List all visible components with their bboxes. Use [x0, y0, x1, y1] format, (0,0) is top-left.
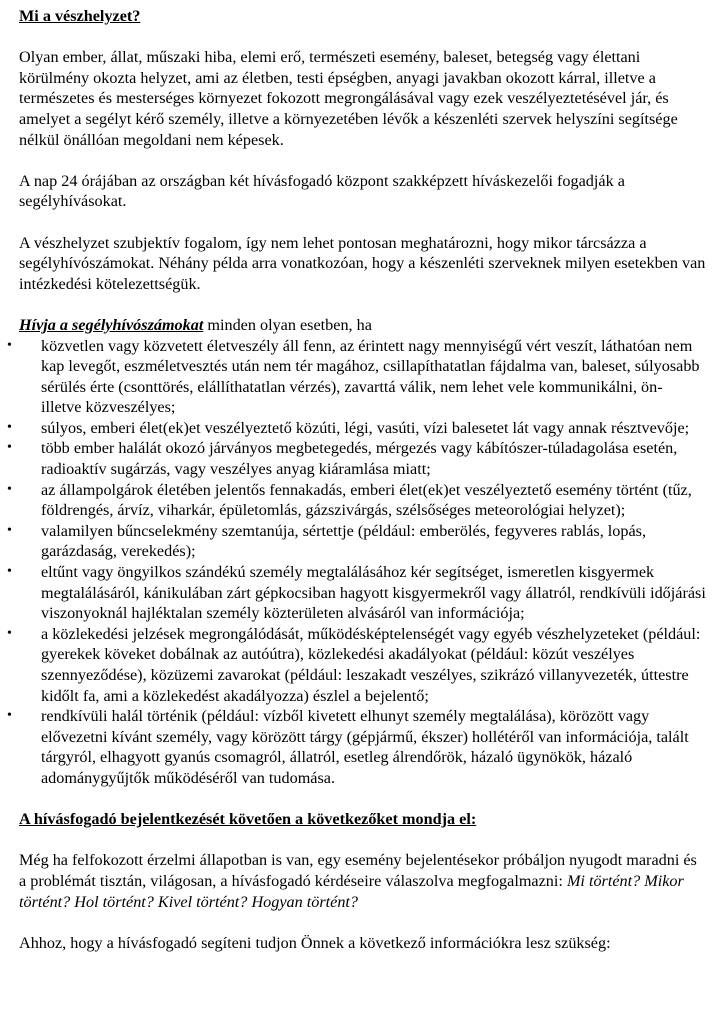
call-when-rest: minden olyan esetben, ha: [203, 315, 372, 334]
list-item: [7, 438, 707, 479]
list-item: [7, 480, 707, 521]
heading-what-is-emergency: Mi a vészhelyzet?: [19, 7, 141, 25]
bullet-icon: •: [7, 337, 12, 353]
key-questions: Mi történt? Mikor történt? Hol történt? Kivel történt? Hogyan történt?: [19, 871, 684, 911]
bullet-icon: •: [7, 522, 12, 538]
list-item-text: több ember halálát okozó járványos megbetegedés, mérgezés vagy kábítószer-túladagolása esetén, radioaktív sugárzás, vagy veszélyes anyag kiáramlása miatt;: [41, 439, 678, 479]
heading-after-operator: A hívásfogadó bejelentkezését követően a következőket mondja el:: [19, 810, 477, 829]
spacer: [19, 912, 707, 933]
stay-calm-text: Még ha felfokozott érzelmi állapotban is van, egy esemény bejelentésekor próbáljon nyugodt maradni és a problémát tisztán, világosan, a hívásfogadó kérdéseire válaszolva megfogalmazni:: [19, 851, 697, 890]
list-item-text: rendkívüli halál történik (például: vízből kivetett elhunyt személy megtalálása), körözött vagy elővezetni kívánt személy, vagy körözött tárgy (gépjármű, ékszer) hollétéről van információja, talált tárgyról, elhagyott gyanús csomagról, állatról, esetleg álrendőrök, házaló ügynökök, házaló adománygyűjtők működéséről van tudomása.: [41, 707, 689, 787]
list-item: [7, 336, 707, 418]
bullet-icon: •: [7, 481, 12, 497]
list-item-text: közvetlen vagy közvetett életveszély áll fenn, az érintett nagy mennyiségű vért veszít, láthatóan nem kap levegőt, eszméletvesztés után nem tér magához, csillapíthatatlan fájdalma van, baleset, súlyosabb sérülés érte (csonttörés, elállíthatatlan vérzés), zavarttá válik, nem lehet vele kommunikálni, ön- illetve közveszélyes;: [41, 336, 700, 417]
call-numbers-emphasis: Hívja a segélyhívószámokat: [19, 315, 204, 334]
emergency-cases-list: [7, 336, 707, 789]
list-item-text: valamilyen bűncselekmény szemtanúja, sértettje (például: emberölés, fegyveres rablás, lopás, garázdaság, verekedés);: [41, 521, 647, 561]
bullet-icon: •: [7, 419, 12, 435]
spacer: [19, 27, 707, 48]
bullet-icon: •: [7, 564, 12, 580]
list-item-text: a közlekedési jelzések megrongálódását, működésképtelenségét vagy egyéb vészhelyzeteket (például: gyerekek köveket dobálnak az autóútra), közlekedési akadályokat (például: közút veszélyes szennyeződése), közüzemi zavarokat (például: leszakadt veszélyes, szikrázó villanyvezeték, úttestre kidőlt fa, ami a közlekedést akadályozza) észlel a bejelentő;: [41, 624, 701, 705]
paragraph-subjective: A vészhelyzet szubjektív fogalom, így nem lehet pontosan meghatározni, hogy mikor tárcsázza a segélyhívószámokat. Néhány példa arra vonatkozóan, hogy a készenléti szerveknek milyen esetekben van intézkedési kötelezettségük.: [19, 233, 706, 293]
spacer: [19, 789, 707, 810]
list-item: [7, 706, 707, 788]
paragraph-info-needed: Ahhoz, hogy a hívásfogadó segíteni tudjon Önnek a következő információkra lesz szükség:: [19, 933, 611, 952]
paragraph-call-centers: A nap 24 órájában az országban két hívásfogadó központ szakképzett híváskezelői fogadják a segélyhívásokat.: [19, 171, 625, 211]
paragraph-definition: Olyan ember, állat, műszaki hiba, elemi erő, természeti esemény, baleset, betegség vagy élettani körülmény okozta helyzet, ami az életben, testi épségben, anyagi javakban okozott kárral, illetve a természetes és mesterséges környezet fokozott megrongálásával vagy ezek veszélyeztetésével jár, és amelyet a segélyt kérő személy, illetve a környezetében lévők a készenléti szervek helyszíni segítsége nélkül önállóan megoldani nem képesek.: [19, 48, 678, 149]
list-item: [7, 418, 707, 439]
paragraph-stay-calm: [19, 850, 707, 912]
bullet-icon: •: [7, 440, 12, 456]
bullet-icon: •: [7, 708, 12, 724]
paragraph-call-when: [19, 315, 707, 336]
spacer: [19, 294, 707, 315]
list-item-text: az állampolgárok életében jelentős fennakadás, emberi élet(ek)et veszélyeztető esemény történt (tűz, földrengés, árvíz, viharkár, épületomlás, gázszivárgás, szélsőséges meteorológiai helyzet);: [41, 480, 692, 520]
spacer: [19, 150, 707, 171]
bullet-icon: •: [7, 625, 12, 641]
list-item-text: eltűnt vagy öngyilkos szándékú személy megtalálásához kér segítséget, ismeretlen kisgyermek megtalálásáról, kánikulában zárt gépkocsiban hagyott kisgyermekről vagy állatról, rendkívüli időjárási viszonyoknál hajléktalan személy közterületen alvásáról van információja;: [41, 563, 706, 623]
list-item-text: súlyos, emberi élet(ek)et veszélyeztető közúti, légi, vasúti, vízi balesetet lát vagy annak résztvevője;: [41, 418, 690, 437]
list-item: [7, 521, 707, 562]
document-page: [7, 6, 707, 953]
spacer: [19, 212, 707, 233]
list-item: [7, 624, 707, 706]
list-item: [7, 562, 707, 624]
spacer: [19, 830, 707, 851]
